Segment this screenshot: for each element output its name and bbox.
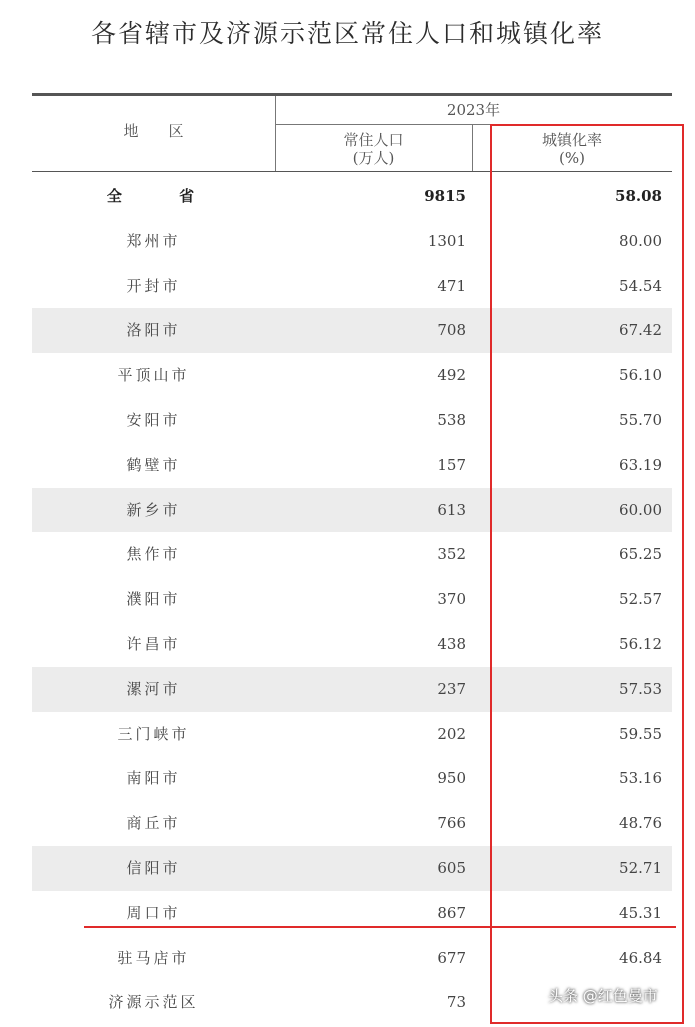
- region-cell: 开封市: [126, 276, 181, 295]
- region-cell: 商丘市: [126, 814, 181, 833]
- watermark-text: 头条 @红色曼市: [548, 987, 658, 1005]
- region-cell: 济源示范区: [108, 993, 199, 1012]
- population-cell: 677: [437, 948, 466, 967]
- page-title: 各省辖市及济源示范区常住人口和城镇化率: [90, 19, 604, 48]
- population-cell: 157: [437, 455, 466, 474]
- rate-cell: 80.00: [619, 231, 662, 250]
- table-row: [32, 622, 672, 667]
- population-cell: 766: [437, 814, 466, 833]
- table-row: [32, 174, 672, 219]
- population-cell: 1301: [427, 231, 466, 250]
- header-region: 地 区: [123, 122, 184, 140]
- region-cell: 全 省: [106, 187, 221, 205]
- population-cell: 438: [437, 634, 466, 653]
- region-cell: 三门峡市: [117, 724, 190, 743]
- population-cell: 492: [437, 366, 466, 385]
- rate-cell: 59.55: [619, 724, 662, 743]
- header-rate: [472, 131, 672, 167]
- region-cell: 许昌市: [126, 634, 181, 653]
- table-row: [32, 577, 672, 622]
- region-cell: 周口市: [126, 903, 181, 922]
- rate-cell: 60.00: [619, 500, 662, 519]
- rate-cell: 67.42: [619, 321, 662, 340]
- data-table: [32, 93, 672, 1027]
- table-row: [32, 264, 672, 309]
- header-population-name: 常住人口: [343, 131, 404, 149]
- region-cell: 濮阳市: [126, 590, 181, 609]
- population-cell: 352: [437, 545, 466, 564]
- rate-cell: 52.57: [619, 590, 662, 609]
- rate-cell: 63.19: [619, 455, 662, 474]
- rate-cell: 65.25: [619, 545, 662, 564]
- rate-cell: 48.76: [619, 814, 662, 833]
- population-cell: 538: [437, 410, 466, 429]
- region-cell: 漯河市: [126, 679, 181, 698]
- region-cell: 焦作市: [126, 545, 181, 564]
- rate-cell: 46.84: [619, 948, 662, 967]
- population-cell: 950: [437, 769, 466, 788]
- population-cell: 237: [437, 679, 466, 698]
- header-divider: [275, 124, 672, 125]
- rate-cell: 53.16: [619, 769, 662, 788]
- population-cell: 9815: [424, 187, 466, 205]
- table-row: [32, 353, 672, 398]
- region-cell: 平顶山市: [117, 366, 190, 385]
- population-cell: 605: [437, 858, 466, 877]
- rate-cell: 57.53: [619, 679, 662, 698]
- table-row: [32, 398, 672, 443]
- region-cell: 信阳市: [126, 858, 181, 877]
- rate-cell: 58.08: [615, 187, 662, 205]
- population-cell: 613: [437, 500, 466, 519]
- header-rate-unit: (%): [559, 149, 585, 167]
- table-row: [32, 308, 672, 353]
- header-population: [275, 131, 472, 167]
- rate-cell: 55.70: [619, 410, 662, 429]
- table-row: [32, 756, 672, 801]
- population-cell: 471: [437, 276, 466, 295]
- header-rate-name: 城镇化率: [541, 131, 602, 149]
- region-cell: 郑州市: [126, 231, 181, 250]
- table-row: [32, 801, 672, 846]
- rate-cell: 54.54: [619, 276, 662, 295]
- table-row: [32, 667, 672, 712]
- population-cell: 202: [437, 724, 466, 743]
- table-row: [32, 846, 672, 891]
- table-body: [32, 174, 672, 1025]
- population-cell: 73: [446, 993, 466, 1012]
- region-cell: 洛阳市: [126, 321, 181, 340]
- population-cell: 708: [437, 321, 466, 340]
- region-cell: 驻马店市: [117, 948, 190, 967]
- table-row: [32, 532, 672, 577]
- table-row: [32, 443, 672, 488]
- rate-cell: 45.31: [619, 903, 662, 922]
- header-year: 2023年: [446, 101, 501, 119]
- rate-cell: 56.12: [619, 634, 662, 653]
- rate-cell: 52.71: [619, 858, 662, 877]
- table-row: [32, 712, 672, 757]
- population-cell: 370: [437, 590, 466, 609]
- region-cell: 南阳市: [126, 769, 181, 788]
- table-row: [32, 936, 672, 981]
- table-header: [32, 96, 672, 172]
- population-cell: 867: [437, 903, 466, 922]
- region-cell: 鹤壁市: [126, 455, 181, 474]
- rate-cell: 56.10: [619, 366, 662, 385]
- region-cell: 新乡市: [126, 500, 181, 519]
- table-row: [32, 891, 672, 936]
- table-row: [32, 219, 672, 264]
- header-population-unit: (万人): [352, 149, 395, 167]
- region-cell: 安阳市: [126, 410, 181, 429]
- table-row: [32, 488, 672, 533]
